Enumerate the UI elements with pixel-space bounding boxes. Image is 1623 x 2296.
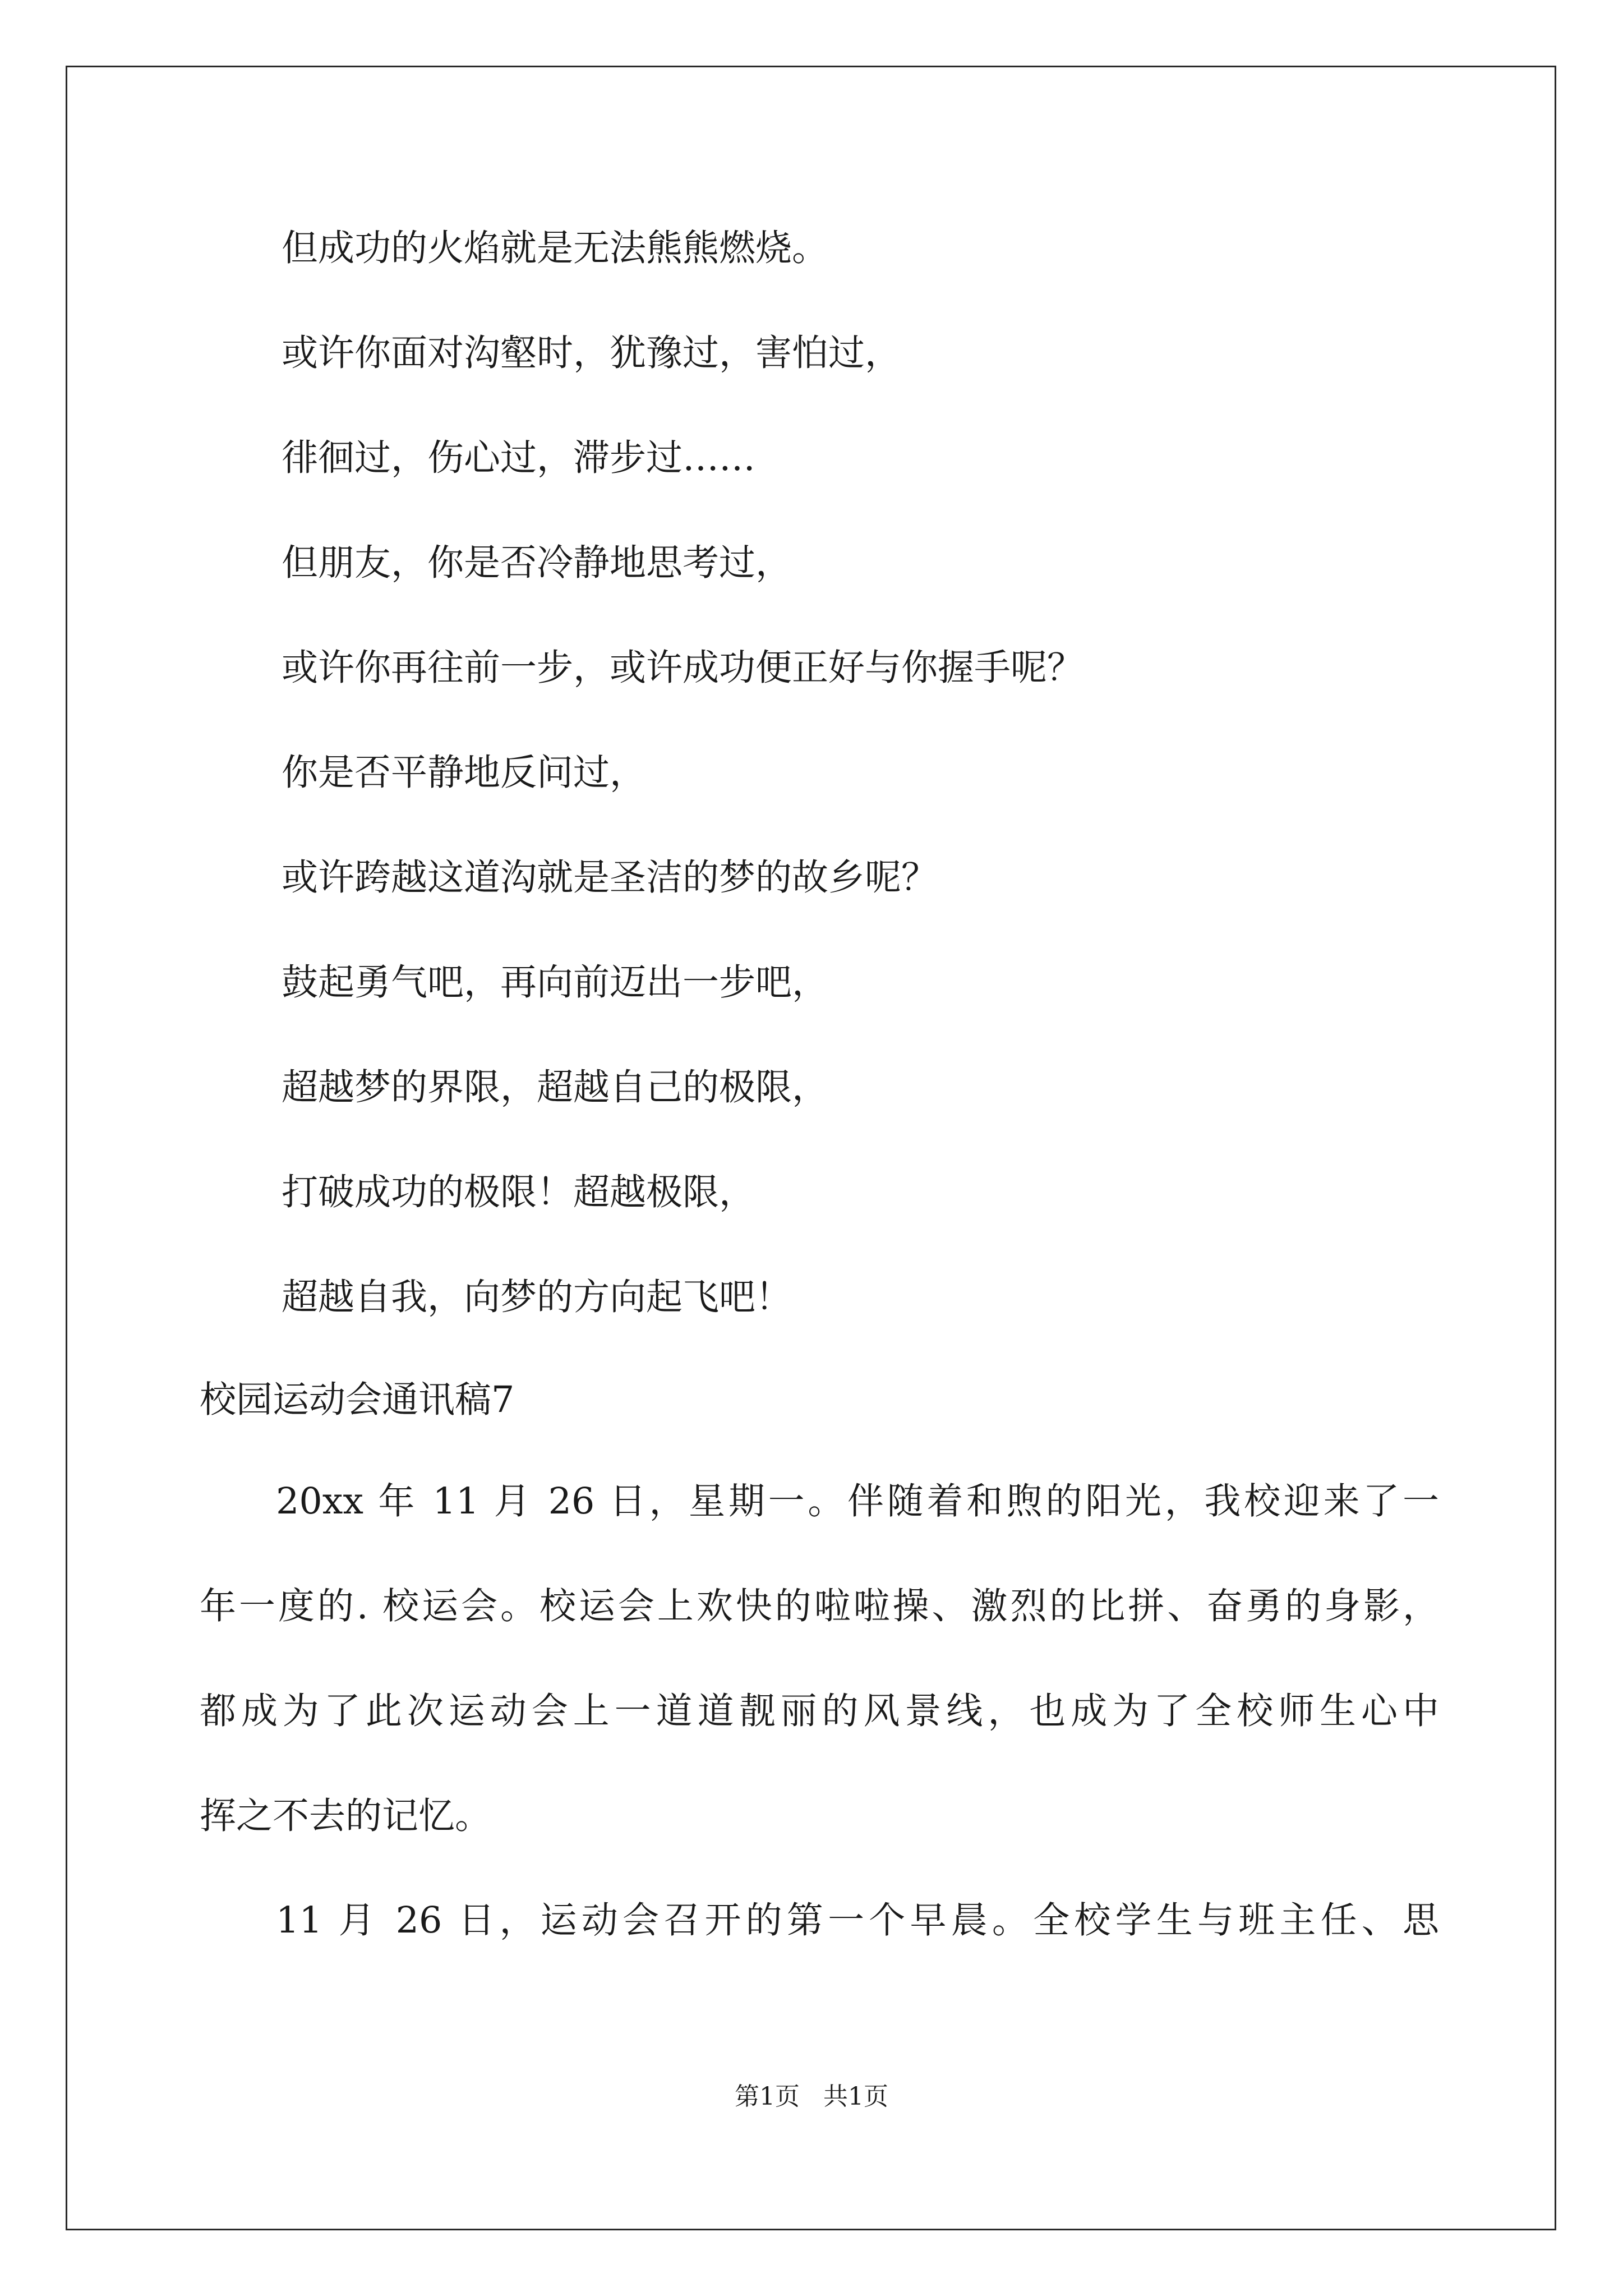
poem-line: 或许你面对沟壑时，犹豫过，害怕过， <box>282 332 902 374</box>
page-footer: 第1页 共1页 <box>735 2082 888 2111</box>
poem-line: 或许你再往前一步，或许成功便正好与你握手呢？ <box>282 647 1084 689</box>
poem-line: 但朋友，你是否冷静地思考过， <box>282 542 792 584</box>
poem-line: 打破成功的极限！超越极限， <box>282 1171 756 1213</box>
paragraph-line: 20xx 年 11 月 26 日，星期一。伴随着和煦的阳光，我校迎来了一 <box>276 1480 1439 1522</box>
poem-line: 徘徊过，伤心过，滞步过…… <box>282 437 756 479</box>
paragraph-line: 挥之不去的记忆。 <box>200 1795 492 1837</box>
poem-line: 你是否平静地反问过， <box>282 752 647 794</box>
paragraph-line: 年一度的. 校运会。校运会上欢快的啦啦操、激烈的比拼、奋勇的身影， <box>200 1585 1439 1627</box>
section-heading: 校园运动会通讯稿7 <box>200 1379 515 1421</box>
poem-line: 或许跨越这道沟就是圣洁的梦的故乡呢？ <box>282 857 938 899</box>
poem-line: 但成功的火焰就是无法熊熊燃烧。 <box>282 227 829 269</box>
paragraph-2-line: 11 月 26 日，运动会召开的第一个早晨。全校学生与班主任、思 <box>276 1899 1439 1941</box>
paragraph-line: 都成为了此次运动会上一道道靓丽的风景线，也成为了全校师生心中 <box>200 1690 1439 1732</box>
poem-line: 超越梦的界限，超越自己的极限， <box>282 1066 829 1108</box>
poem-line: 超越自我，向梦的方向起飞吧！ <box>282 1276 792 1318</box>
poem-line: 鼓起勇气吧，再向前迈出一步吧， <box>282 961 829 1004</box>
